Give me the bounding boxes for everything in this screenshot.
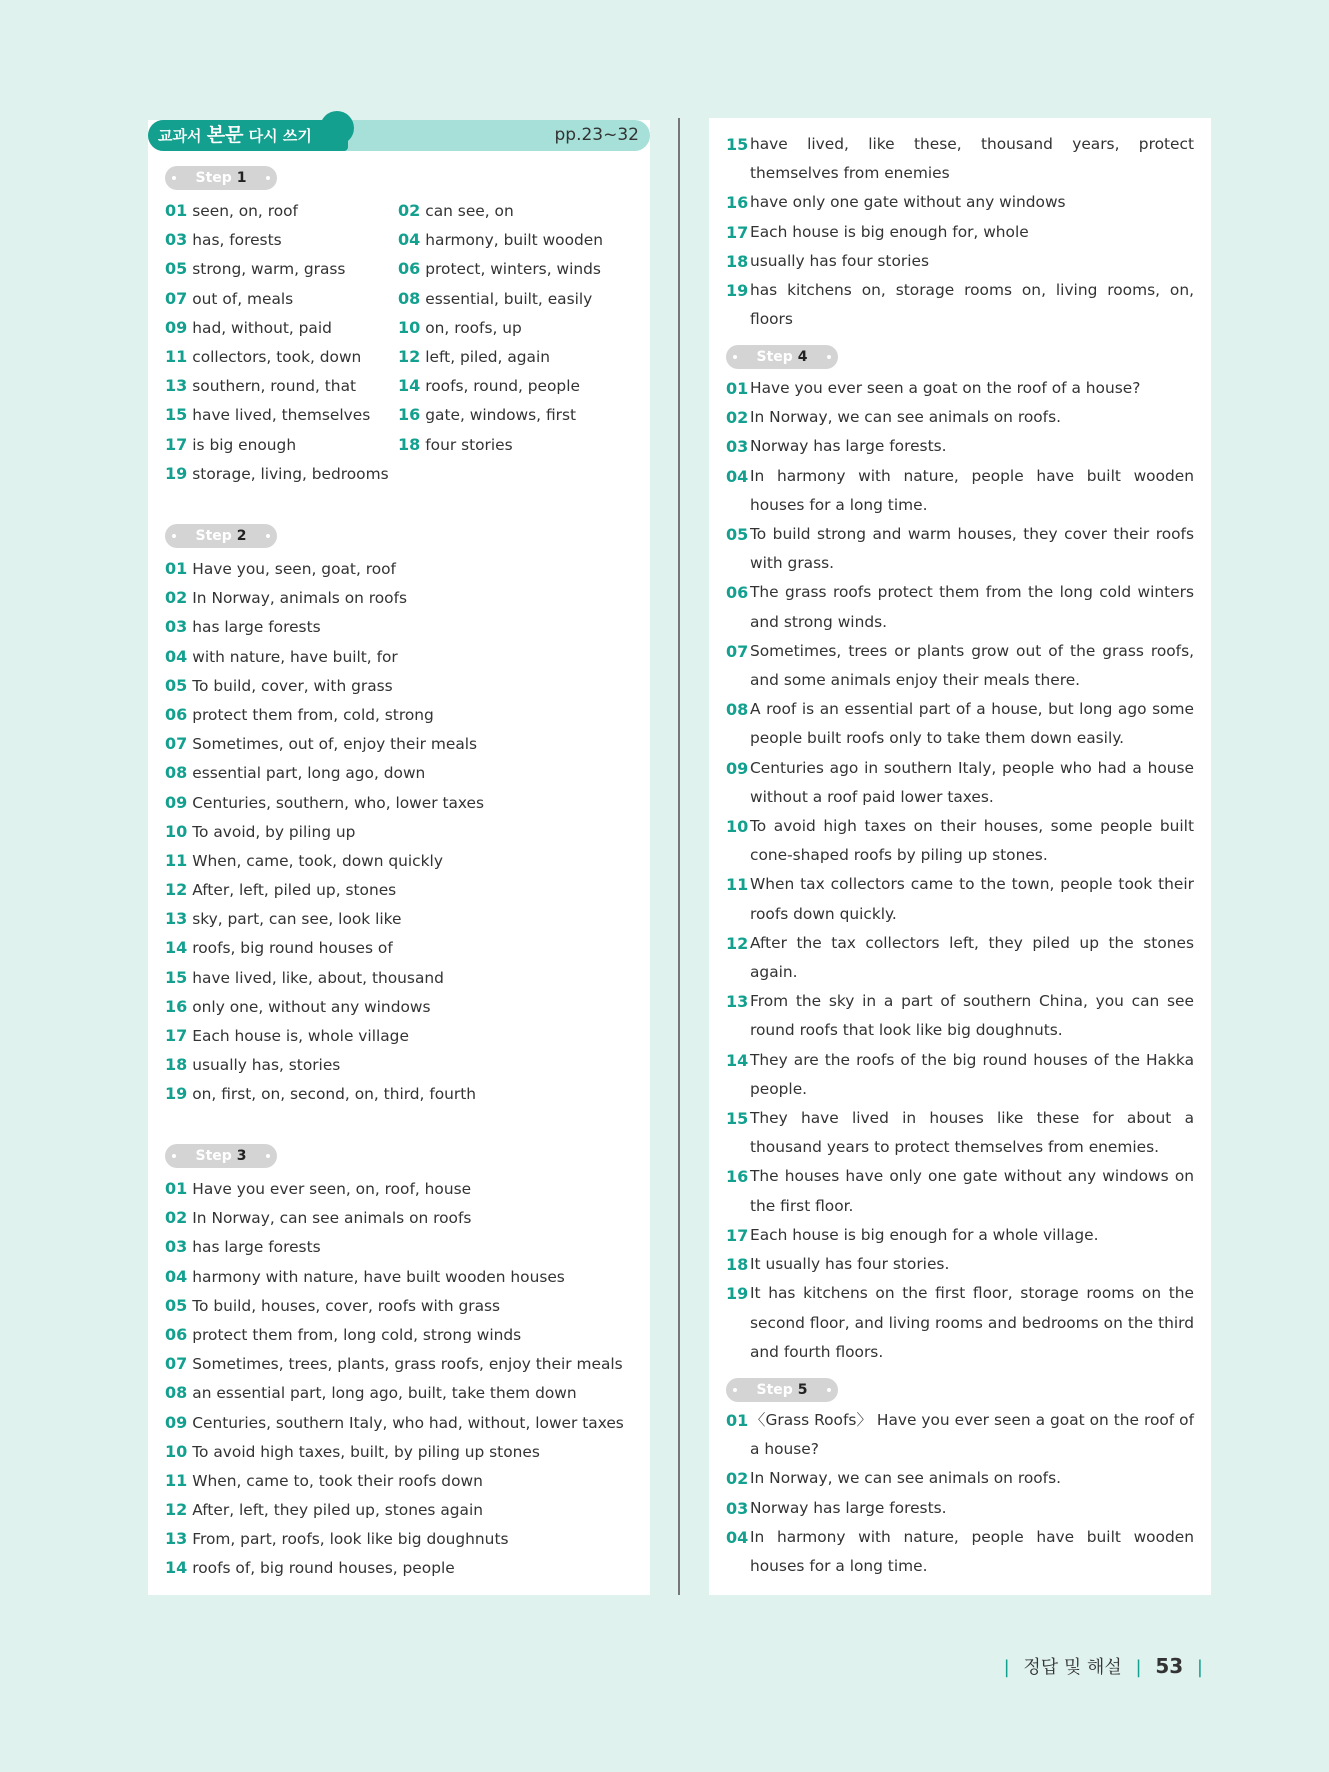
item-number: 10 (398, 317, 421, 337)
item-number: 16 (165, 996, 188, 1016)
item-number: 13 (165, 376, 188, 396)
list-item (165, 1232, 624, 1261)
item-text: When, came to, took their roofs down (192, 1471, 483, 1490)
item-text: roofs, big round houses of (192, 939, 393, 958)
list-item (726, 754, 1194, 812)
list-item (165, 671, 484, 700)
list-item (165, 1437, 624, 1466)
item-number: 12 (398, 346, 421, 366)
step-3-label (165, 1144, 277, 1168)
list-item (165, 1553, 624, 1582)
list-item (726, 637, 1194, 695)
item-number: 07 (165, 288, 188, 308)
list-item (398, 225, 603, 254)
item-text: have lived, themselves (192, 406, 371, 425)
list-item (398, 400, 603, 429)
item-number: 09 (726, 758, 749, 778)
list-item (726, 1162, 1194, 1220)
item-text: four stories (425, 435, 513, 454)
step-word: Step (195, 1148, 232, 1164)
item-text: usually has, stories (192, 1056, 341, 1075)
item-text: Each house is big enough for a whole village. (750, 1225, 1099, 1244)
item-text: Centuries ago in southern Italy, people who had a house without a roof paid lower taxes. (750, 758, 1194, 806)
item-number: 04 (726, 466, 749, 486)
item-number: 13 (726, 992, 749, 1012)
item-number: 17 (165, 1026, 188, 1045)
item-text: From the sky in a part of southern China, you can see round roofs that look like big doughnuts. (750, 992, 1194, 1040)
item-number: 02 (165, 588, 188, 608)
column-divider (678, 118, 680, 1595)
step-2-label (165, 524, 277, 548)
list-item (165, 1495, 624, 1524)
list-item (165, 729, 484, 758)
item-number: 07 (165, 1354, 188, 1374)
item-text: collectors, took, down (192, 347, 362, 366)
item-number: 05 (165, 675, 188, 695)
list-item (398, 371, 603, 400)
item-text: Sometimes, out of, enjoy their meals (192, 735, 478, 754)
item-number: 03 (165, 1237, 188, 1257)
item-number: 18 (165, 1055, 188, 1075)
list-item (165, 992, 484, 1021)
item-number: 19 (165, 1084, 188, 1104)
item-text: After, left, piled up, stones (192, 881, 397, 900)
item-number: 15 (726, 135, 749, 154)
item-number: 12 (165, 880, 188, 900)
item-text: storage, living, bedrooms (192, 464, 389, 483)
item-text: Centuries, southern Italy, who had, without, lower taxes (192, 1413, 624, 1432)
list-item (398, 284, 603, 313)
item-text: protect, winters, winds (425, 260, 601, 279)
item-text: has large forests (192, 1238, 321, 1257)
list-item (165, 846, 484, 875)
step-word: Step (195, 170, 232, 186)
step-1-column-1 (165, 196, 389, 488)
list-item (165, 583, 484, 612)
item-text: When, came, took, down quickly (192, 851, 443, 870)
list-item (726, 188, 1194, 217)
item-number: 11 (726, 875, 749, 895)
item-text: an essential part, long ago, built, take them down (192, 1384, 577, 1403)
list-item (726, 374, 1194, 403)
list-item (165, 313, 389, 342)
list-item (726, 1250, 1194, 1279)
item-text: It has kitchens on the first floor, storage rooms on the second floor, and living rooms and bedrooms on the third and fourth floors. (750, 1284, 1194, 1361)
item-text: protect them from, long cold, strong winds (192, 1325, 522, 1344)
item-number: 04 (165, 1266, 188, 1286)
item-number: 02 (726, 408, 749, 428)
item-number: 15 (165, 967, 188, 987)
item-text: have lived, like, about, thousand (192, 968, 444, 987)
list-item (165, 284, 389, 313)
item-number: 01 (165, 1179, 188, 1198)
item-text: To build, houses, cover, roofs with grass (192, 1296, 501, 1315)
item-number: 08 (726, 700, 749, 720)
item-number: 17 (726, 222, 749, 242)
item-text: with nature, have built, for (192, 647, 398, 666)
step-1-label (165, 166, 277, 190)
item-text: roofs of, big round houses, people (192, 1559, 455, 1578)
item-number: 06 (726, 583, 749, 603)
list-item (726, 432, 1194, 461)
item-number: 14 (726, 1050, 749, 1070)
item-number: 17 (726, 1225, 749, 1245)
item-number: 17 (165, 434, 188, 454)
list-item (165, 1349, 624, 1378)
item-number: 01 (165, 559, 188, 578)
list-item (165, 225, 389, 254)
item-number: 10 (165, 821, 188, 841)
footer-label: 정답 및 해설 (1023, 1657, 1122, 1678)
step-3-list-continued (726, 130, 1194, 334)
item-number: 06 (165, 1324, 188, 1344)
item-text: After, left, they piled up, stones again (192, 1501, 484, 1520)
step-1-column-2 (398, 196, 603, 459)
list-item (398, 254, 603, 283)
item-text: Have you ever seen, on, roof, house (192, 1180, 472, 1198)
list-item (726, 695, 1194, 753)
item-number: 18 (726, 1255, 749, 1275)
list-item (165, 400, 389, 429)
list-item (165, 1524, 624, 1553)
item-text: When tax collectors came to the town, people took their roofs down quickly. (750, 875, 1194, 923)
item-number: 16 (398, 405, 421, 425)
item-text: To avoid, by piling up (192, 822, 356, 841)
item-number: 11 (165, 346, 188, 366)
item-number: 01 (726, 379, 749, 398)
list-item (726, 929, 1194, 987)
item-text: harmony, built wooden (425, 231, 603, 250)
item-text: In harmony with nature, people have built wooden houses for a long time. (750, 1527, 1194, 1576)
item-text: In Norway, animals on roofs (192, 589, 408, 608)
item-number: 06 (165, 704, 188, 724)
list-item (726, 462, 1194, 520)
step-number: 5 (797, 1382, 808, 1398)
item-number: 16 (726, 193, 749, 213)
item-number: 07 (165, 734, 188, 754)
item-text: Sometimes, trees, plants, grass roofs, enjoy their meals (192, 1355, 623, 1374)
list-item (726, 403, 1194, 432)
item-number: 12 (726, 933, 749, 953)
step-word: Step (756, 1382, 793, 1398)
list-item (165, 371, 389, 400)
item-number: 15 (726, 1109, 749, 1129)
section-title-prefix: 교과서 (158, 127, 202, 145)
list-item (726, 218, 1194, 247)
item-number: 02 (398, 201, 421, 220)
list-item (726, 276, 1194, 334)
list-item (726, 1279, 1194, 1367)
list-item (726, 987, 1194, 1045)
item-number: 03 (165, 230, 188, 250)
list-item (165, 933, 484, 962)
footer-divider-mid: | (1135, 1657, 1142, 1678)
item-text: on, roofs, up (425, 318, 522, 337)
item-text: harmony with nature, have built wooden houses (192, 1267, 565, 1286)
item-text: have only one gate without any windows (750, 193, 1066, 212)
item-number: 11 (165, 850, 188, 870)
item-number: 10 (165, 1441, 188, 1461)
page-footer (996, 1653, 1211, 1679)
item-text: roofs, round, people (425, 377, 580, 396)
item-number: 05 (165, 259, 188, 279)
item-number: 14 (165, 1558, 188, 1578)
list-item (165, 700, 484, 729)
item-number: 04 (726, 1527, 749, 1547)
list-item (398, 313, 603, 342)
item-text: sky, part, can see, look like (192, 910, 402, 929)
item-text: has, forests (192, 231, 282, 250)
list-item (165, 430, 389, 459)
item-number: 09 (165, 1412, 188, 1432)
step-4-list (726, 374, 1194, 1367)
item-text: The houses have only one gate without any windows on the first floor. (750, 1167, 1194, 1215)
step-number: 2 (236, 528, 247, 544)
list-item (398, 342, 603, 371)
item-text: To build, cover, with grass (192, 676, 393, 695)
item-text: have lived, like these, thousand years, protect themselves from enemies (750, 135, 1194, 183)
list-item (165, 1021, 484, 1050)
item-text: Have you, seen, goat, roof (192, 560, 396, 578)
item-text: on, first, on, second, on, third, fourth (192, 1085, 477, 1104)
item-number: 14 (398, 376, 421, 396)
item-number: 02 (165, 1208, 188, 1228)
list-item (165, 1174, 624, 1203)
item-number: 19 (726, 1284, 749, 1304)
item-text: essential part, long ago, down (192, 764, 426, 783)
page-number: 53 (1155, 1654, 1184, 1678)
item-text: From, part, roofs, look like big doughnuts (192, 1530, 509, 1549)
item-text: They have lived in houses like these for about a thousand years to protect themselves from enemies. (750, 1109, 1194, 1157)
step-3-list (165, 1174, 624, 1583)
item-number: 18 (726, 251, 749, 271)
list-item (165, 342, 389, 371)
list-item (726, 1406, 1194, 1464)
item-text: In Norway, we can see animals on roofs. (750, 1469, 1061, 1488)
list-item (726, 1221, 1194, 1250)
list-item (398, 430, 603, 459)
item-number: 18 (398, 434, 421, 454)
step-5-label (726, 1378, 838, 1402)
item-number: 19 (726, 281, 749, 301)
list-item (165, 788, 484, 817)
item-text: southern, round, that (192, 377, 357, 396)
item-text: The grass roofs protect them from the long cold winters and strong winds. (750, 583, 1194, 631)
list-item (165, 459, 389, 488)
item-text: can see, on (425, 202, 514, 220)
item-number: 01 (726, 1411, 749, 1430)
list-item (165, 1378, 624, 1407)
section-title-main: 본문 (206, 124, 244, 146)
list-item (165, 1408, 624, 1437)
item-text: protect them from, cold, strong (192, 705, 434, 724)
list-item (726, 1523, 1194, 1581)
item-text: gate, windows, first (425, 406, 577, 425)
item-number: 05 (165, 1295, 188, 1315)
item-number: 12 (165, 1500, 188, 1520)
item-text: Each house is big enough for, whole (750, 222, 1029, 241)
list-item (165, 875, 484, 904)
item-text: To avoid high taxes on their houses, some people built cone-shaped roofs by piling up stones. (750, 817, 1194, 865)
item-text: To build strong and warm houses, they cover their roofs with grass. (750, 525, 1194, 573)
item-number: 08 (398, 288, 421, 308)
page-range: pp.23~32 (554, 125, 639, 145)
item-number: 04 (398, 230, 421, 250)
item-text: usually has four stories (750, 251, 929, 270)
item-number: 07 (726, 641, 749, 661)
list-item (165, 1203, 624, 1232)
item-number: 08 (165, 1383, 188, 1403)
item-text: left, piled, again (425, 347, 550, 366)
item-number: 11 (165, 1470, 188, 1490)
item-text: only one, without any windows (192, 997, 431, 1016)
item-text: 〈Grass Roofs〉 Have you ever seen a goat on the roof of a house? (750, 1411, 1194, 1459)
item-text: A roof is an essential part of a house, but long ago some people built roofs only to take them down easily. (750, 700, 1194, 748)
footer-divider-left: | (1003, 1657, 1010, 1678)
list-item (726, 870, 1194, 928)
item-text: Norway has large forests. (750, 437, 947, 456)
item-text: After the tax collectors left, they piled up the stones again. (750, 933, 1194, 982)
list-item (165, 817, 484, 846)
step-word: Step (195, 528, 232, 544)
list-item (726, 1104, 1194, 1162)
item-text: strong, warm, grass (192, 260, 346, 279)
item-number: 09 (165, 792, 188, 812)
step-number: 3 (236, 1148, 247, 1164)
list-item (398, 196, 603, 225)
list-item (165, 196, 389, 225)
list-item (165, 1320, 624, 1349)
list-item (726, 130, 1194, 188)
item-text: Sometimes, trees or plants grow out of the grass roofs, and some animals enjoy their meals there. (750, 641, 1194, 690)
item-number: 03 (726, 1498, 749, 1518)
list-item (726, 1046, 1194, 1104)
list-item (165, 642, 484, 671)
list-item (165, 904, 484, 933)
list-item (165, 1262, 624, 1291)
item-number: 10 (726, 817, 749, 837)
item-text: In Norway, we can see animals on roofs. (750, 408, 1061, 427)
item-text: essential, built, easily (425, 289, 593, 308)
list-item (165, 1079, 484, 1108)
step-number: 1 (236, 170, 247, 186)
item-text: In Norway, can see animals on roofs (192, 1209, 472, 1228)
item-number: 08 (165, 763, 188, 783)
item-number: 16 (726, 1167, 749, 1187)
footer-divider-right: | (1196, 1657, 1203, 1678)
item-text: To avoid high taxes, built, by piling up stones (192, 1442, 540, 1461)
item-number: 05 (726, 525, 749, 545)
item-text: had, without, paid (192, 318, 332, 337)
list-item (165, 254, 389, 283)
item-text: They are the roofs of the big round houses of the Hakka people. (750, 1050, 1194, 1098)
item-number: 02 (726, 1469, 749, 1489)
item-number: 14 (165, 938, 188, 958)
section-title-suffix: 다시 쓰기 (248, 127, 312, 145)
item-number: 03 (165, 617, 188, 637)
item-number: 13 (165, 1529, 188, 1549)
item-number: 15 (165, 405, 188, 425)
item-text: is big enough (192, 435, 297, 454)
step-4-label (726, 345, 838, 369)
item-number: 06 (398, 259, 421, 279)
list-item (165, 1466, 624, 1495)
list-item (165, 612, 484, 641)
item-number: 04 (165, 646, 188, 666)
item-number: 09 (165, 317, 188, 337)
step-word: Step (756, 349, 793, 365)
list-item (726, 578, 1194, 636)
step-5-list (726, 1406, 1194, 1581)
item-number: 01 (165, 201, 188, 220)
item-number: 19 (165, 463, 188, 483)
item-text: has kitchens on, storage rooms on, living rooms, on, floors (750, 281, 1194, 329)
list-item (165, 1050, 484, 1079)
list-item (726, 1494, 1194, 1523)
item-text: In harmony with nature, people have built wooden houses for a long time. (750, 466, 1194, 514)
item-text: out of, meals (192, 289, 294, 308)
step-2-list (165, 554, 484, 1109)
list-item (165, 1291, 624, 1320)
item-text: seen, on, roof (192, 202, 298, 220)
item-text: Each house is, whole village (192, 1027, 409, 1045)
list-item (165, 758, 484, 787)
item-text: It usually has four stories. (750, 1255, 950, 1274)
item-text: has large forests (192, 618, 321, 637)
item-text: Norway has large forests. (750, 1498, 947, 1517)
step-number: 4 (797, 349, 808, 365)
list-item (726, 812, 1194, 870)
section-title-badge (148, 120, 348, 151)
item-number: 13 (165, 909, 188, 929)
list-item (165, 554, 484, 583)
list-item (726, 520, 1194, 578)
list-item (726, 1464, 1194, 1493)
item-text: Centuries, southern, who, lower taxes (192, 793, 485, 812)
item-text: Have you ever seen a goat on the roof of a house? (750, 379, 1141, 397)
list-item (726, 247, 1194, 276)
item-number: 03 (726, 437, 749, 457)
list-item (165, 963, 484, 992)
